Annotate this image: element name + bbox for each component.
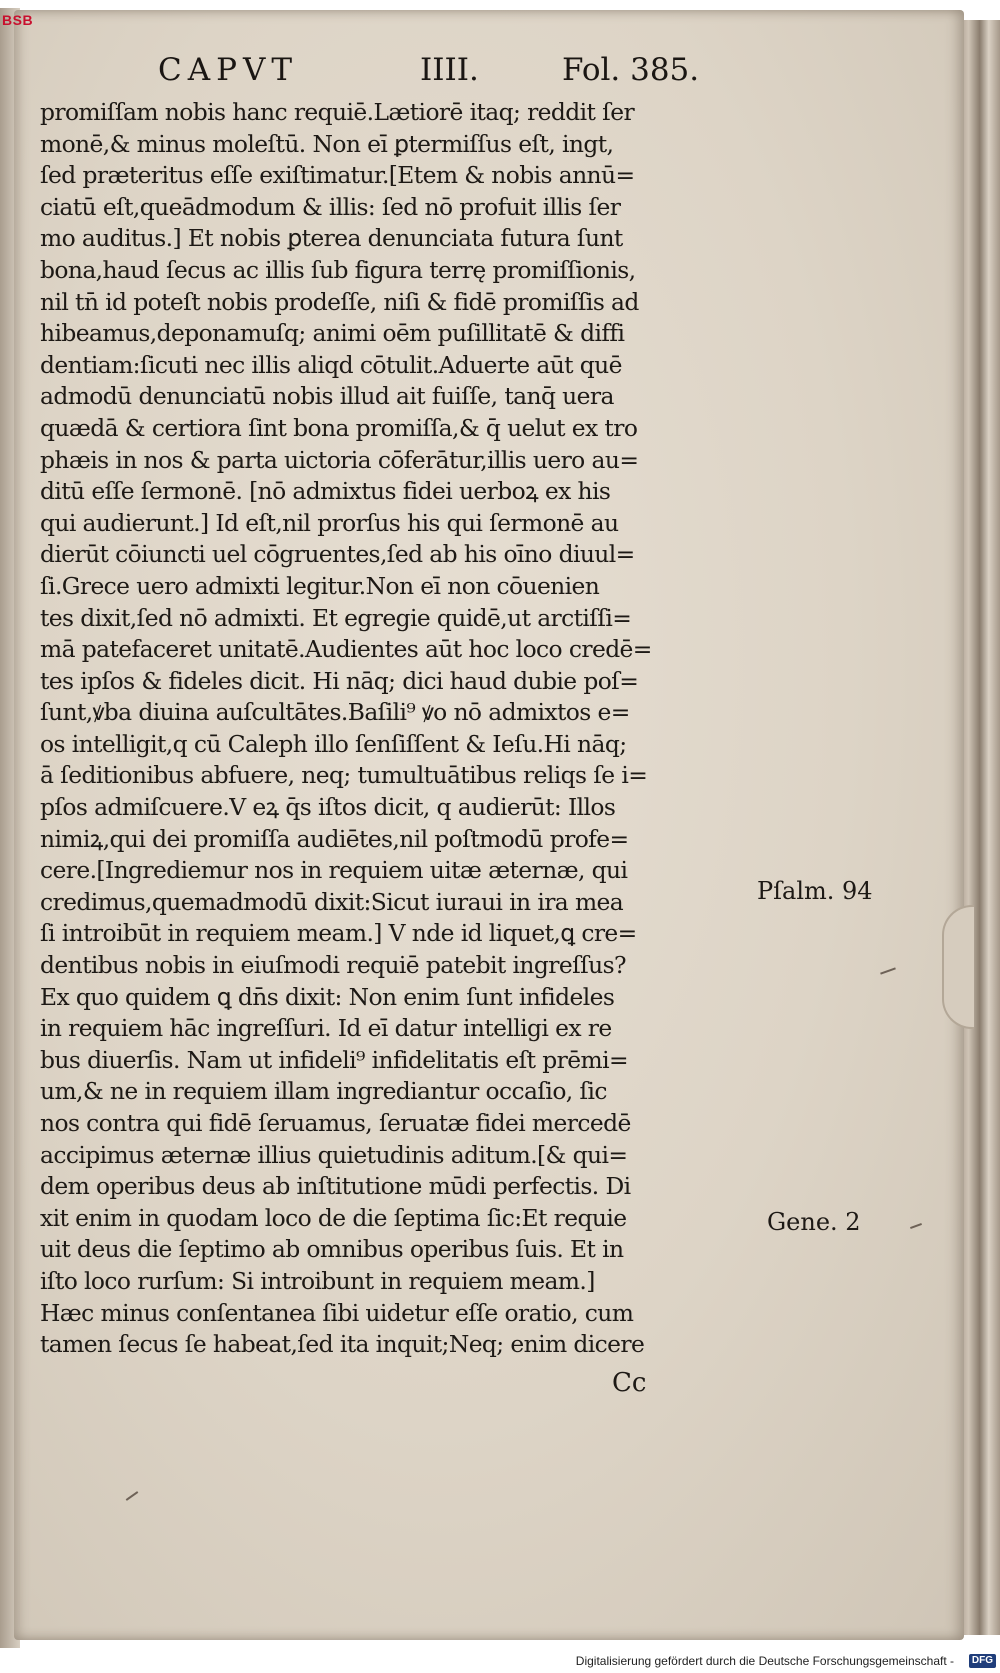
text-line: monē,& minus moleſtū. Non eī ꝑtermiſſus eſt, ingt, <box>40 129 614 158</box>
text-line: Hæc minus conſentanea ſibi uidetur eſſe oratio, cum <box>40 1298 634 1327</box>
text-line: dierūt cōiuncti uel cōgruentes,ſed ab his oīno diuul= <box>40 540 635 569</box>
dfg-logo: DFG <box>969 1654 996 1668</box>
marginal-note-psalm: Pſalm. 94 <box>757 877 873 905</box>
text-line: pſos admiſcuere.V eꝝ q̄s iſtos dicit, q audierūt: Illos <box>40 793 616 822</box>
funding-credit: Digitalisierung gefördert durch die Deutsche Forschungsgemeinschaft - <box>575 1654 954 1668</box>
text-line: promiſſam nobis hanc requiē.Lætiorē itaq; reddit ſer <box>40 98 635 126</box>
text-line: phæis in nos & parta uictoria cōferātur,illis uero au= <box>40 445 639 474</box>
text-line: xit enim in quodam loco de die ſeptima ſic:Et requie <box>40 1203 627 1232</box>
text-line: qui audierunt.] Id eſt,nil prorſus his qui ſermonē au <box>40 508 619 537</box>
text-line: in requiem hāc ingreſſuri. Id eī datur intelligi ex re <box>40 1014 612 1043</box>
text-line: ſi introibūt in requiem meam.] V nde id liquet,ꝗ cre= <box>40 919 637 948</box>
text-line: dentibus nobis in eiuſmodi requiē patebit ingreſſus? <box>40 951 626 980</box>
text-line: ā ſeditionibus abfuere, neq; tumultuātibus reliqs ſe i= <box>40 761 648 790</box>
text-line: ſunt,ꝟba diuina auſcultātes.Baſili⁹ ꝟo nō admixtos e= <box>40 698 630 727</box>
text-line: ciatū eſt,queādmodum & illis: ſed nō profuit illis ſer <box>40 192 621 221</box>
text-line: hibeamus,deponamuſq; animi oēm puſillitatē & diffi <box>40 319 625 348</box>
footer-bar <box>0 1651 1000 1673</box>
text-line: bus diuerſis. Nam ut infideli⁹ infidelitatis eſt prēmi= <box>40 1045 628 1074</box>
running-head <box>158 52 718 92</box>
text-line: nil tn̄ id poteſt nobis prodeſſe, niſi & fidē promiſſis ad <box>40 287 639 316</box>
text-line: dem operibus deus ab inſtitutione mūdi perfectis. Di <box>40 1172 631 1201</box>
text-line: credimus,quemadmodū dixit:Sicut iuraui in ira mea <box>40 887 624 916</box>
running-head-folio: Fol. 385. <box>562 52 700 88</box>
text-line: mā patefaceret unitatē.Audientes aūt hoc loco credē= <box>40 635 652 664</box>
text-line: accipimus æternæ illius quietudinis aditum.[& qui= <box>40 1140 628 1169</box>
main-text-block <box>40 97 760 1361</box>
marginal-note-genesis: Gene. 2 <box>767 1208 861 1236</box>
text-line: quædā & certiora ſint bona promiſſa,& q̄ uelut ex tro <box>40 413 638 442</box>
bsb-logo: BSB <box>2 12 34 28</box>
running-head-caput: CAPVT <box>158 52 299 88</box>
text-line: mo auditus.] Et nobis ꝑterea denunciata futura ſunt <box>40 224 623 253</box>
text-line: nos contra qui fidē ſeruamus, ſeruatæ fidei mercedē <box>40 1109 631 1137</box>
signature-mark: Cc <box>612 1368 647 1398</box>
text-line: ſed præteritus eſſe exiſtimatur.[Etem & nobis annū= <box>40 161 635 190</box>
running-head-chapter: IIII. <box>420 52 479 88</box>
text-line: Ex quo quidem ꝗ dn̄s dixit: Non enim ſunt infideles <box>40 982 615 1011</box>
text-line: tamen ſecus ſe habeat,ſed ita inquit;Neq; enim dicere <box>40 1330 645 1359</box>
text-line: um,& ne in requiem illam ingrediantur occaſio, ſic <box>40 1077 607 1106</box>
text-line: admodū denunciatū nobis illud ait fuiſſe, tanq̄ uera <box>40 382 614 411</box>
text-line: bona,haud ſecus ac illis ſub figura terrę promiſſionis, <box>40 255 636 284</box>
text-line: tes dixit,ſed nō admixti. Et egregie quidē,ut arctiſſi= <box>40 603 632 632</box>
text-line: cere.[Ingrediemur nos in requiem uitæ æternæ, qui <box>40 856 628 885</box>
text-line: uit deus die ſeptimo ab omnibus operibus ſuis. Et in <box>40 1235 624 1264</box>
text-line: tes ipſos & fideles dicit. Hi nāq; dici haud dubie poſ= <box>40 666 639 695</box>
text-line: iſto loco rurſum: Si introibunt in requiem meam.] <box>40 1266 595 1295</box>
page-tab-marker <box>942 905 974 1029</box>
text-line: nimiꝝ,qui dei promiſſa audiētes,nil poſtmodū profe= <box>40 824 629 853</box>
text-line: os intelligit,q cū Caleph illo ſenſiſſent & Ieſu.Hi nāq; <box>40 729 627 758</box>
text-line: dentiam:ſicuti nec illis aliqd cōtulit.Aduerte aūt quē <box>40 350 622 379</box>
text-line: ſi.Grece uero admixti legitur.Non eī non cōuenien <box>40 571 600 600</box>
text-line: ditū eſſe ſermonē. [nō admixtus fidei uerboꝝ ex his <box>40 477 611 506</box>
